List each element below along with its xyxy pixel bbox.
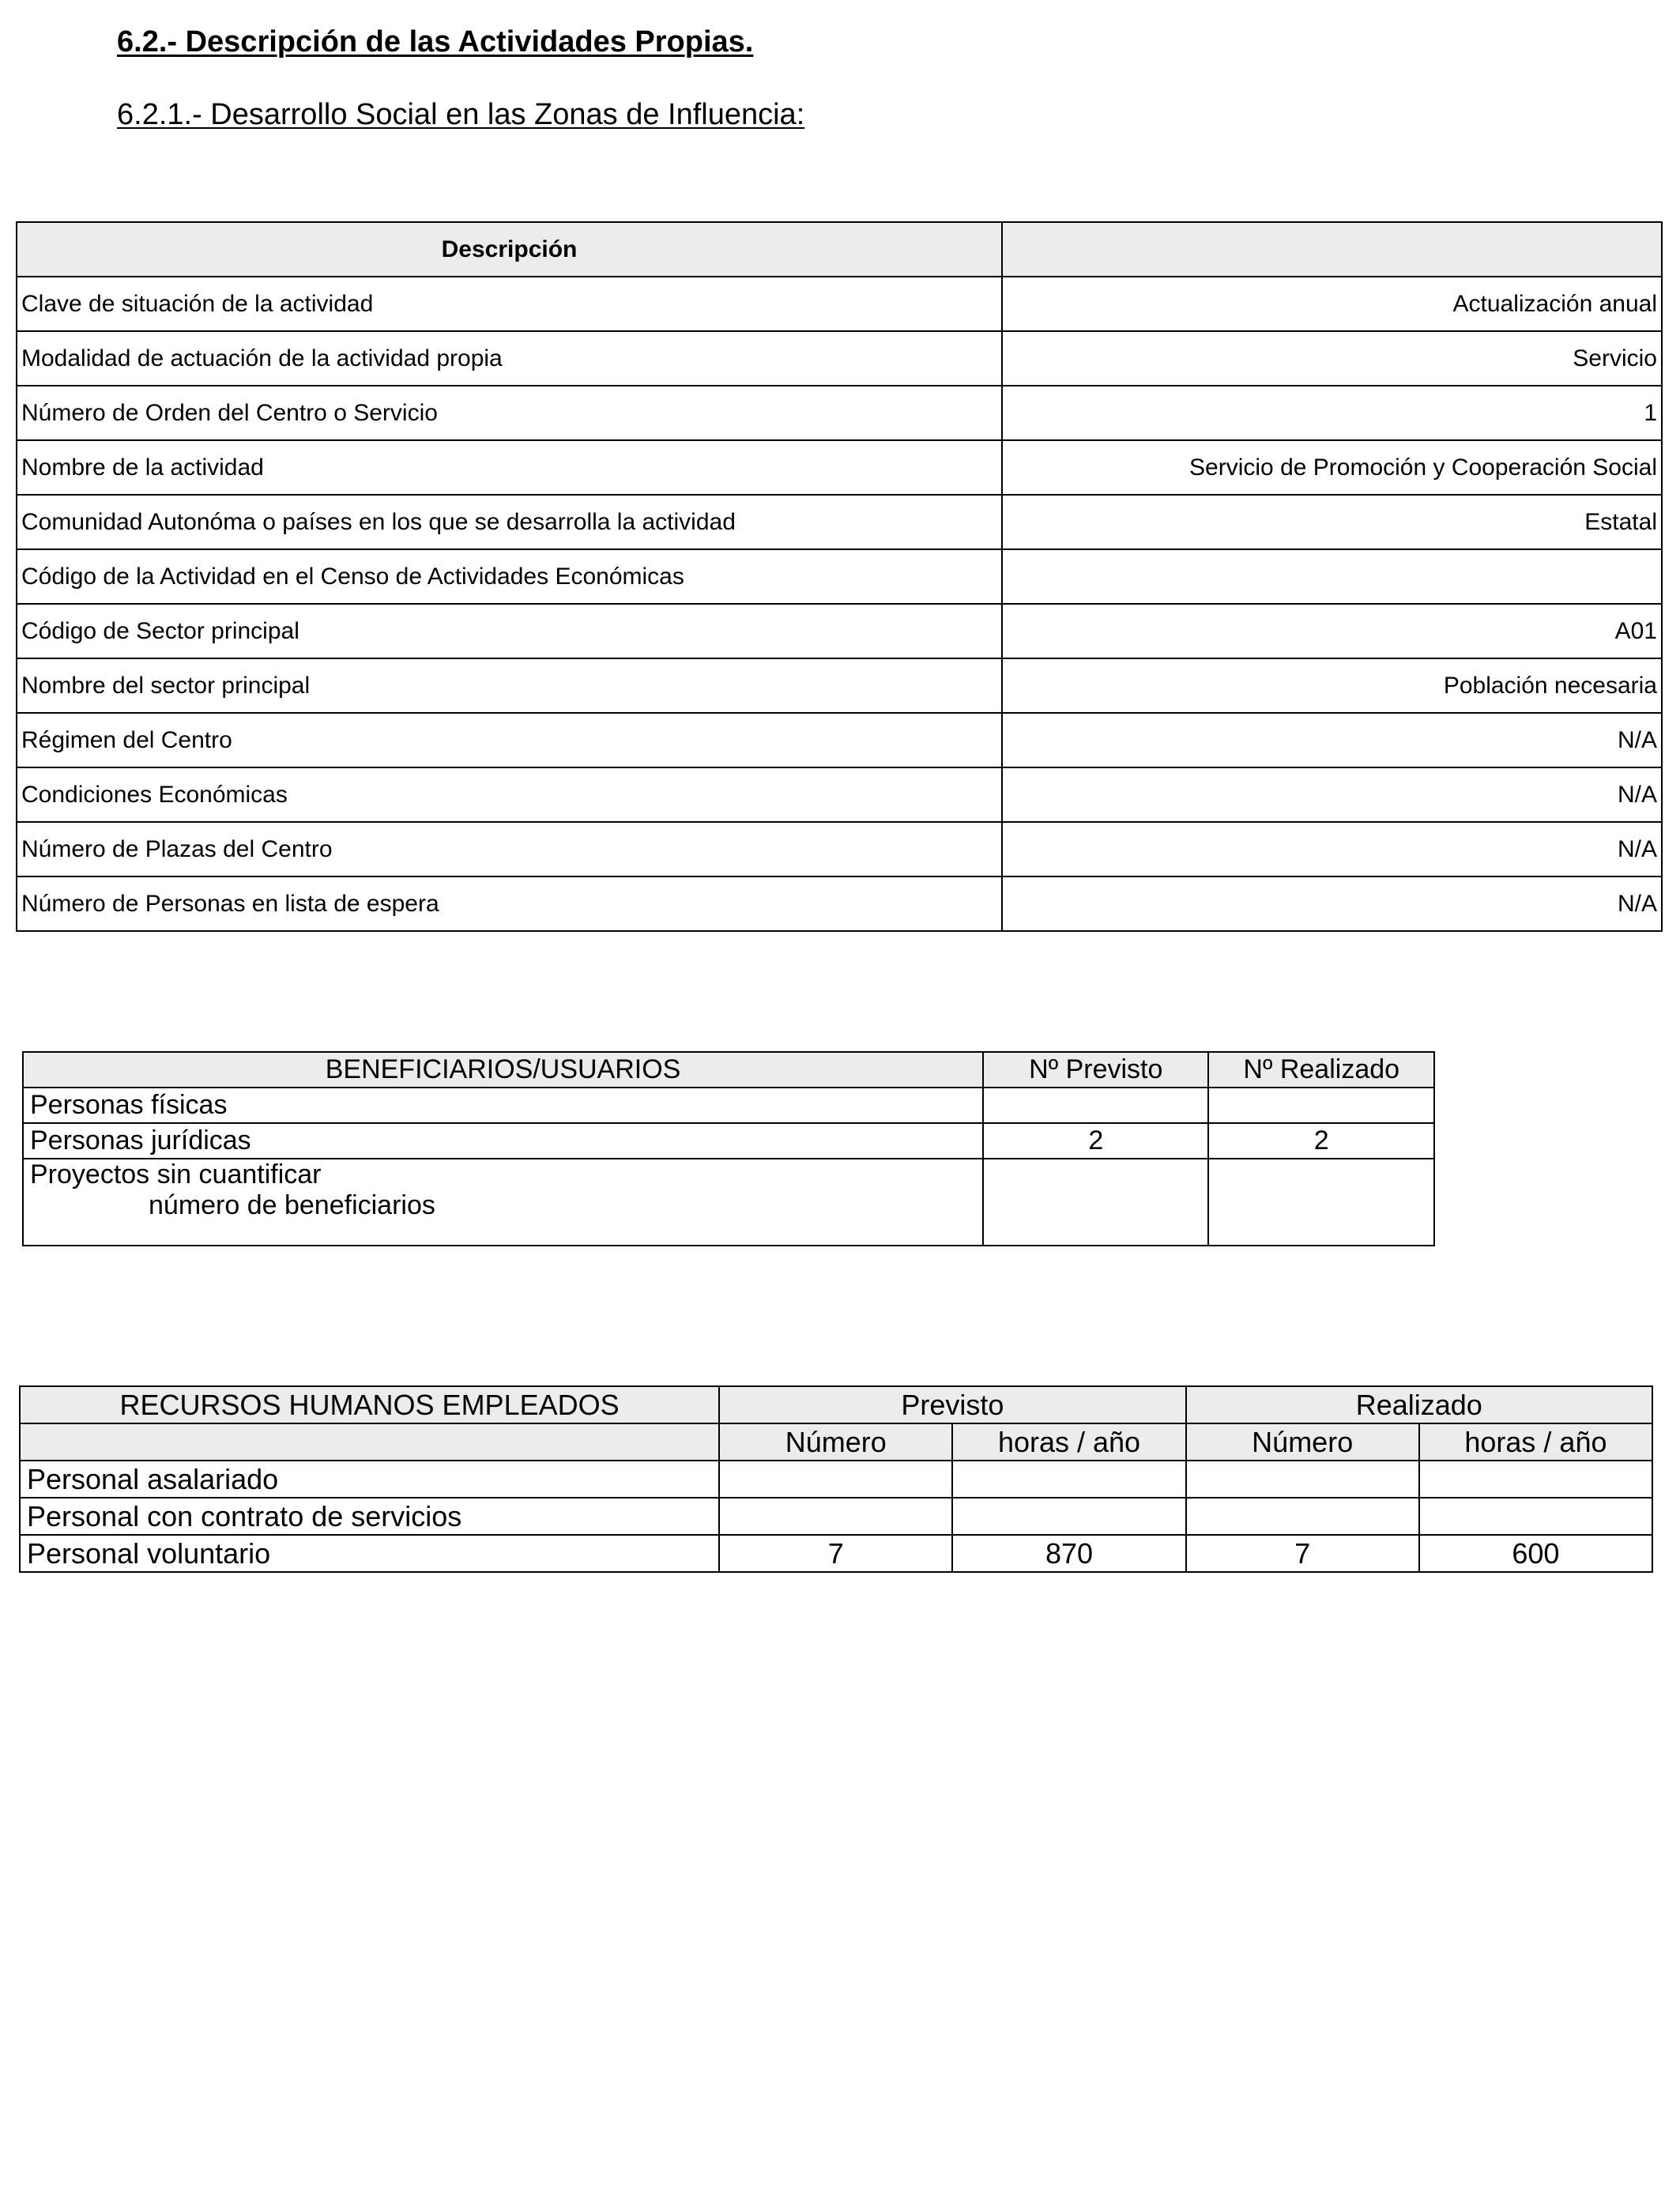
row-value: A01	[1002, 604, 1662, 658]
row-label: Personal asalariado	[20, 1461, 719, 1498]
table-row	[17, 876, 1662, 931]
row-label	[23, 1159, 983, 1246]
row-label: Condiciones Económicas	[17, 767, 1002, 822]
realizado-value: 2	[1208, 1123, 1434, 1159]
table-row	[17, 767, 1662, 822]
row-label: Número de Plazas del Centro	[17, 822, 1002, 876]
description-header: Descripción	[17, 222, 1002, 277]
row-value: N/A	[1002, 767, 1662, 822]
row-label-line1: Proyectos sin cuantificar	[30, 1159, 322, 1189]
beneficiaries-table	[22, 1051, 1435, 1246]
row-value: N/A	[1002, 713, 1662, 767]
subsection-heading: 6.2.1.- Desarrollo Social en las Zonas de Influencia:	[117, 98, 805, 131]
row-label: Personal con contrato de servicios	[20, 1498, 719, 1535]
realizado-horas-header: horas / año	[1419, 1423, 1652, 1461]
row-label: Código de la Actividad en el Censo de Actividades Económicas	[17, 549, 1002, 604]
description-table	[16, 221, 1663, 932]
realizado-value	[1208, 1088, 1434, 1123]
row-label: Número de Orden del Centro o Servicio	[17, 386, 1002, 440]
row-label: Nombre del sector principal	[17, 658, 1002, 713]
table-row	[17, 822, 1662, 876]
row-value: N/A	[1002, 876, 1662, 931]
table-row	[23, 1088, 1434, 1123]
cell-value	[1186, 1461, 1419, 1498]
row-label: Comunidad Autonóma o países en los que se desarrolla la actividad	[17, 495, 1002, 549]
realizado-value	[1208, 1159, 1434, 1246]
table-row	[17, 277, 1662, 331]
human-resources-table	[19, 1385, 1653, 1573]
cell-value	[719, 1461, 952, 1498]
cell-value	[719, 1498, 952, 1535]
row-label: Personas jurídicas	[23, 1123, 983, 1159]
cell-value: 7	[1186, 1535, 1419, 1572]
description-header-blank	[1002, 222, 1662, 277]
beneficiaries-header-row	[23, 1052, 1434, 1088]
row-label: Clave de situación de la actividad	[17, 277, 1002, 331]
row-label: Modalidad de actuación de la actividad propia	[17, 331, 1002, 386]
row-value	[1002, 549, 1662, 604]
cell-value	[952, 1498, 1185, 1535]
beneficiaries-header: BENEFICIARIOS/USUARIOS	[23, 1052, 983, 1088]
cell-value	[952, 1461, 1185, 1498]
table-row	[17, 604, 1662, 658]
row-label: Código de Sector principal	[17, 604, 1002, 658]
cell-value: 7	[719, 1535, 952, 1572]
row-label: Nombre de la actividad	[17, 440, 1002, 495]
table-row	[17, 495, 1662, 549]
realizado-numero-header: Número	[1186, 1423, 1419, 1461]
realizado-header: Nº Realizado	[1208, 1052, 1434, 1088]
table-row	[23, 1159, 1434, 1246]
row-label: Personal voluntario	[20, 1535, 719, 1572]
previsto-horas-header: horas / año	[952, 1423, 1185, 1461]
table-row	[23, 1123, 1434, 1159]
previsto-header: Nº Previsto	[983, 1052, 1208, 1088]
hr-header-row	[20, 1386, 1652, 1423]
previsto-group-header: Previsto	[719, 1386, 1185, 1423]
previsto-value: 2	[983, 1123, 1208, 1159]
row-value: Actualización anual	[1002, 277, 1662, 331]
row-value: N/A	[1002, 822, 1662, 876]
section-heading: 6.2.- Descripción de las Actividades Propias.	[117, 25, 754, 58]
table-row	[17, 658, 1662, 713]
cell-value	[1419, 1498, 1652, 1535]
row-value: Estatal	[1002, 495, 1662, 549]
row-value: Servicio de Promoción y Cooperación Social	[1002, 440, 1662, 495]
previsto-value	[983, 1088, 1208, 1123]
row-value: Población necesaria	[1002, 658, 1662, 713]
row-label: Personas físicas	[23, 1088, 983, 1123]
hr-title: RECURSOS HUMANOS EMPLEADOS	[20, 1386, 719, 1423]
row-value: 1	[1002, 386, 1662, 440]
cell-value: 600	[1419, 1535, 1652, 1572]
table-row	[20, 1498, 1652, 1535]
cell-value	[1419, 1461, 1652, 1498]
table-row	[17, 713, 1662, 767]
previsto-value	[983, 1159, 1208, 1246]
row-value: Servicio	[1002, 331, 1662, 386]
previsto-numero-header: Número	[719, 1423, 952, 1461]
table-row	[17, 549, 1662, 604]
hr-subheader-row	[20, 1423, 1652, 1461]
cell-value	[1186, 1498, 1419, 1535]
table-row	[20, 1535, 1652, 1572]
row-label-line2: número de beneficiarios	[149, 1190, 435, 1220]
table-row	[17, 440, 1662, 495]
hr-subheader-blank	[20, 1423, 719, 1461]
row-label: Número de Personas en lista de espera	[17, 876, 1002, 931]
table-row	[17, 331, 1662, 386]
table-row	[17, 386, 1662, 440]
description-header-row	[17, 222, 1662, 277]
row-label: Régimen del Centro	[17, 713, 1002, 767]
cell-value: 870	[952, 1535, 1185, 1572]
table-row	[20, 1461, 1652, 1498]
realizado-group-header: Realizado	[1186, 1386, 1652, 1423]
